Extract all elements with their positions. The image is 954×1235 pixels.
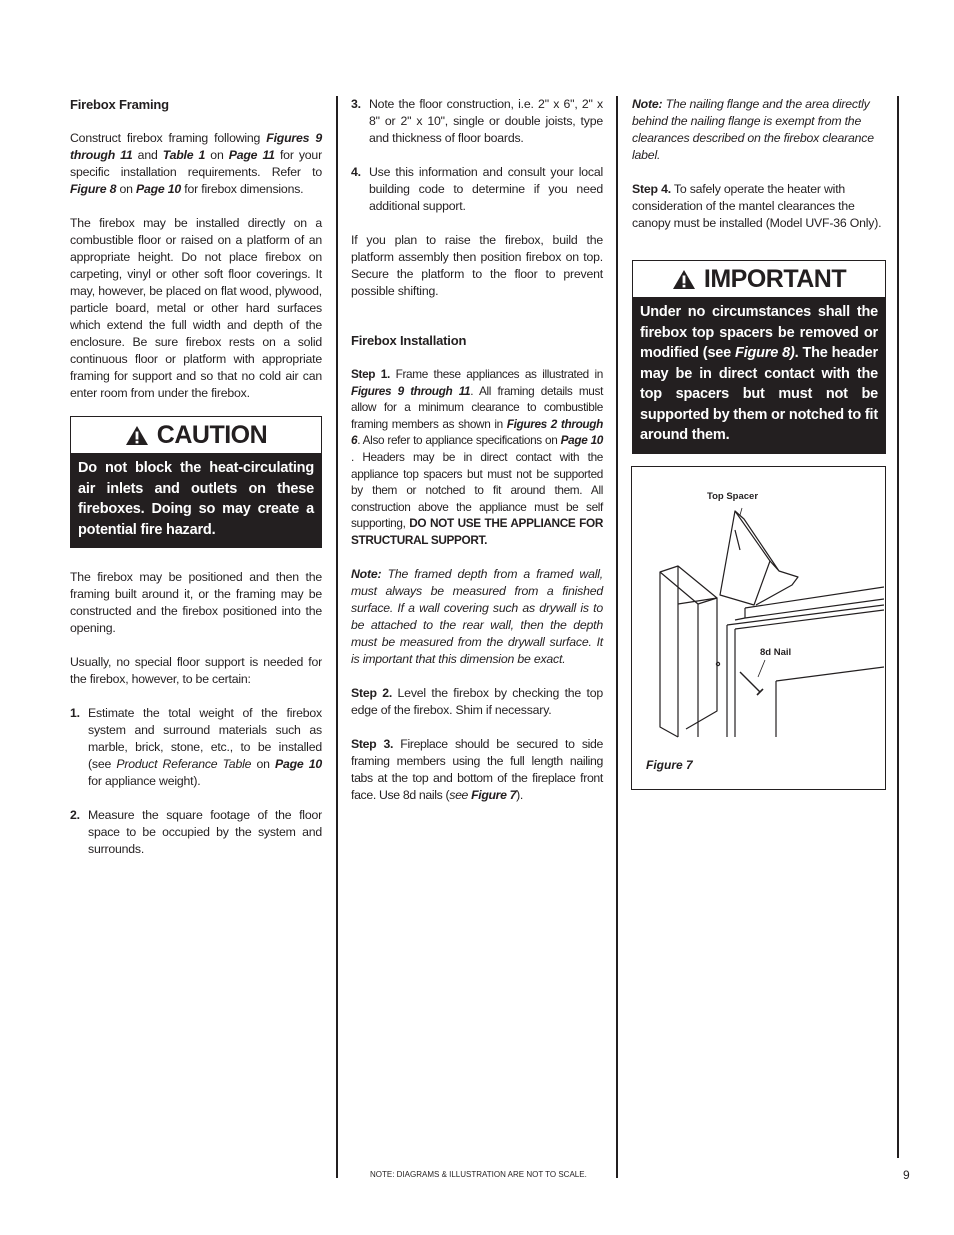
positioning-paragraph: The firebox may be positioned and then the framing built around it, or the framing may be constructed and the firebox positioned into the opening. [70,570,322,635]
text: . The header may be in direct contact with the top spacers but must not be supported by them or notched to fit around them. [640,345,878,443]
text: Fireplace should be secured to side framing members using the full length nailing tabs at the top and bottom of the fireplace front face. Use 8d nails ( [351,736,604,802]
platform-paragraph: If you plan to raise the firebox, build the platform assembly then position firebox on top. Secure the platform to the floor to prevent possible shifting. [351,233,603,298]
list-item-1 [70,705,322,790]
column-1 [70,96,322,875]
text: To safely operate the heater with consideration of the mantel clearances the canopy must be installed (Model UVF-36 Only). [632,182,882,230]
depth-note [351,566,603,668]
caution-box [70,416,322,548]
text: on [205,148,229,162]
figure-caption: Figure 7 [646,758,693,772]
figure-ref: Figures 2 through 6 [351,416,603,448]
list-number: 1. [70,706,80,720]
note-label: Note: [351,566,382,581]
step-label: Step 1. [351,367,390,381]
text: . Also refer to appliance specifications on [357,433,561,448]
column-rule-edge [897,96,899,1158]
nailing-diagram [632,467,884,767]
important-box [632,260,886,454]
nail-label: 8d Nail [760,647,792,658]
firebox-installation-heading: Firebox Installation [351,333,467,348]
step-4-paragraph [632,181,886,232]
step-3-paragraph [351,736,603,804]
nailing-flange-note [632,96,886,164]
step-2-paragraph [351,685,603,719]
list-item-4 [351,164,603,215]
step-label: Step 2. [351,685,393,700]
step-label: Step 4. [632,182,671,196]
text: for firebox dimensions. [181,182,304,196]
text: and [132,148,163,162]
figure-ref: Figure 7 [471,787,517,802]
figure-ref: Figures 9 through 11 [351,383,471,398]
column-rule-left [336,96,338,1178]
note-text: The nailing flange and the area directly behind the nailing flange is exempt from the clearances described on the firebox clearance label. [632,97,874,162]
text: for your specific installation requirements. Refer to [70,148,322,179]
page-ref: Page 10 [560,433,604,448]
figure-ref: Figure 8 [70,182,117,196]
page-number: 9 [903,1168,910,1182]
text: Estimate the total weight of the firebox system and surround materials such as marble, brick, stone, etc., to be installed (see [88,706,322,771]
column-3 [632,96,886,454]
text: . All framing details must allow for a minimum clearance to combustible framing members as shown in [351,383,603,431]
figure-ref: Figures 9 through 11 [70,131,322,162]
text: see [449,787,472,802]
column-2 [351,96,603,821]
text: Construct firebox framing following [70,131,267,145]
text: for appliance weight). [88,774,201,788]
text: on [251,757,275,771]
list-text: Use this information and consult your local building code to determine if you need additional support. [369,165,603,213]
list-number: 3. [351,97,361,111]
page-ref: Page 10 [274,757,322,771]
important-text [633,297,885,453]
text: on [116,182,136,196]
list-text [88,705,322,790]
installation-surface-paragraph: The firebox may be installed directly on a combustible floor or raised on a platform of an appropriate height. Do not place firebox on carpeting, vinyl or other soft floor coverings. It may, however, be placed on flat wood, plywood, particle board, metal or other hard surfaces which extend the full width and depth of the enclosure. Be sure firebox rests on a solid continuous floor or platform with appropriate framing for support and so that no cold air can enter room from under the firebox. [70,216,322,400]
step-1-paragraph [351,366,603,549]
table-ref: Table 1 [162,148,206,162]
text: . Headers may be in direct contact with the appliance top spacers but must not be supported by them or notched to fit around them. All construction above the appliance must be self supporting, [351,449,603,531]
top-spacer-label: Top Spacer [707,491,759,502]
caution-title: CAUTION [156,420,268,449]
text: Frame these appliances as illustrated in [389,367,604,381]
warning-triangle-icon [125,425,149,446]
important-header [633,261,885,297]
floor-support-paragraph: Usually, no special floor support is needed for the firebox, however, to be certain: [70,655,322,686]
important-title: IMPORTANT [703,264,847,293]
caution-header [71,417,321,453]
figure-7-box [631,466,886,790]
scale-note: NOTE: DIAGRAMS & ILLUSTRATION ARE NOT TO SCALE. [370,1170,587,1179]
list-item-2 [70,807,322,858]
step-label: Step 3. [351,736,394,751]
column-rule-right [616,96,618,1178]
list-text: Measure the square footage of the floor space to be occupied by the system and surrounds. [88,808,322,856]
text: Under no circumstances shall the firebox top spacers be removed or modified (see [640,304,878,361]
list-number: 4. [351,165,361,179]
structural-warning: DO NOT USE THE APPLIANCE FOR STRUCTURAL SUPPORT. [351,516,603,547]
note-label: Note: [632,97,663,111]
warning-triangle-icon [672,269,696,290]
page-ref: Page 10 [135,182,182,196]
figure-ref: Figure 8) [735,345,795,361]
framing-paragraph [70,130,322,198]
firebox-framing-heading: Firebox Framing [70,97,169,112]
text: ). [516,787,523,802]
page-ref: Page 11 [228,148,275,162]
note-text: The framed depth from a framed wall, must always be measured from a finished surface. If a wall covering such as drywall is to be attached to the rear wall, then the depth must be measured from the drywall surface. It is important that this dimension be exact. [351,566,603,666]
table-ref: Product Referance Table [116,757,252,771]
caution-text: Do not block the heat-circulating air inlets and outlets on these fireboxes. Doing so may create a potential fire hazard. [71,453,321,547]
text: Level the firebox by checking the top edge of the firebox. Shim if necessary. [351,685,603,717]
list-number: 2. [70,808,80,822]
list-text: Note the floor construction, i.e. 2" x 6", 2" x 8" or 2" x 10", single or double joists, type and thickness of floor boards. [369,97,603,145]
list-item-3 [351,96,603,147]
